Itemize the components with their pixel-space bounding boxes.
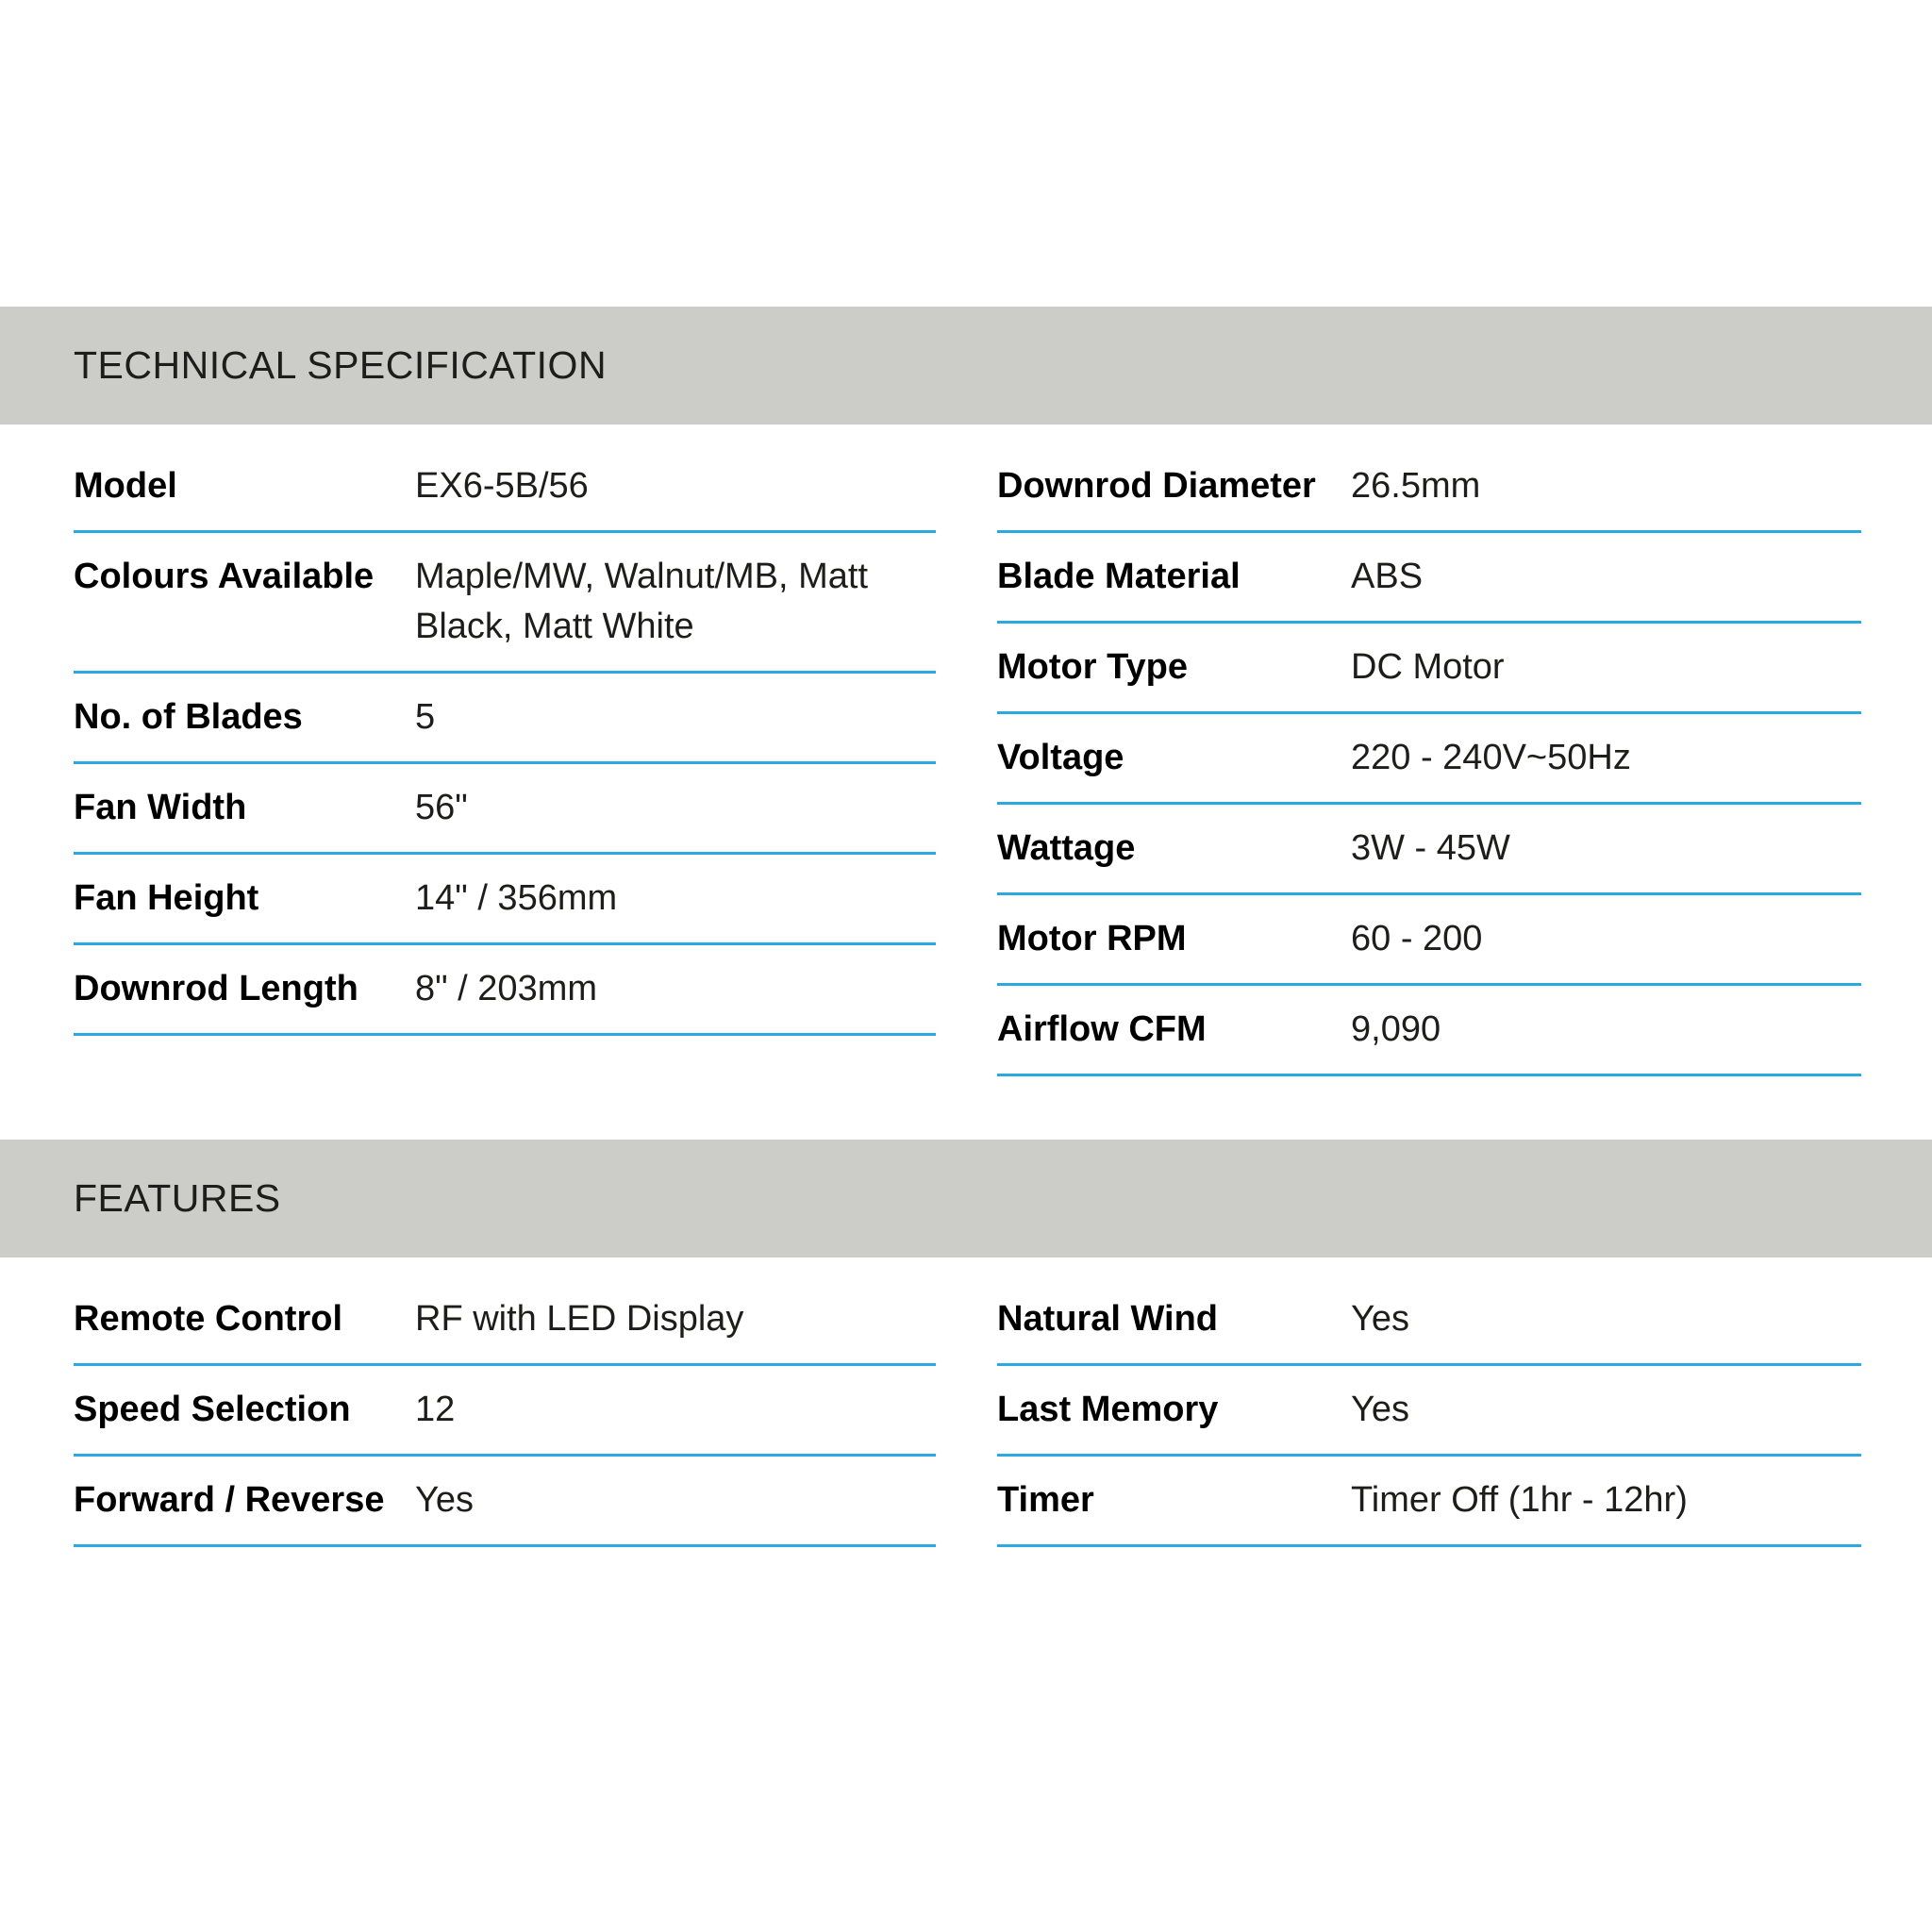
spec-label: Airflow CFM (997, 1009, 1207, 1049)
spec-row-motor-type (997, 624, 1861, 714)
spec-value: Maple/MW, Walnut/MB, Matt Black, Matt White (415, 557, 869, 646)
spec-label: Wattage (997, 828, 1136, 868)
spec-label: Fan Width (74, 788, 247, 827)
spec-label: Downrod Length (74, 969, 358, 1008)
technical-specification-band (0, 307, 1932, 425)
spec-right-column (997, 442, 1861, 1076)
feature-row-speed-selection (74, 1366, 936, 1457)
technical-specification-title: TECHNICAL SPECIFICATION (74, 343, 608, 387)
spec-value: EX6-5B/56 (415, 466, 589, 506)
features-right-column (997, 1275, 1861, 1547)
feature-label: Natural Wind (997, 1299, 1218, 1339)
feature-value: Yes (415, 1480, 474, 1520)
feature-row-natural-wind (997, 1275, 1861, 1366)
spec-row-colours-available (74, 533, 936, 674)
spec-row-model (74, 442, 936, 533)
spec-row-fan-width (74, 764, 936, 855)
feature-label: Forward / Reverse (74, 1480, 385, 1520)
spec-value: 56" (415, 788, 468, 827)
spec-row-wattage (997, 805, 1861, 895)
spec-row-downrod-length (74, 945, 936, 1036)
spec-left-column (74, 442, 936, 1076)
spec-value: 3W - 45W (1351, 828, 1510, 868)
spec-value: 8" / 203mm (415, 969, 598, 1008)
spec-label: Motor RPM (997, 919, 1187, 958)
feature-value: RF with LED Display (415, 1299, 744, 1339)
spec-value: 26.5mm (1351, 466, 1481, 506)
feature-label: Remote Control (74, 1299, 342, 1339)
spec-label: Downrod Diameter (997, 466, 1316, 506)
spec-value: 5 (415, 697, 436, 737)
technical-specification-table (0, 425, 1932, 1076)
spec-value: 9,090 (1351, 1009, 1441, 1049)
features-band (0, 1140, 1932, 1257)
spec-label: Motor Type (997, 647, 1188, 687)
features-table (0, 1257, 1932, 1547)
feature-row-last-memory (997, 1366, 1861, 1457)
spec-value: 220 - 240V~50Hz (1351, 738, 1631, 777)
feature-label: Timer (997, 1480, 1094, 1520)
feature-row-timer (997, 1457, 1861, 1547)
feature-value: Yes (1351, 1390, 1409, 1429)
features-title: FEATURES (74, 1176, 281, 1220)
spec-row-no-of-blades (74, 674, 936, 764)
spec-value: ABS (1351, 557, 1424, 596)
spec-row-fan-height (74, 855, 936, 945)
feature-label: Last Memory (997, 1390, 1219, 1429)
feature-label: Speed Selection (74, 1390, 351, 1429)
feature-row-forward-reverse (74, 1457, 936, 1547)
spec-label: Blade Material (997, 557, 1241, 596)
spec-value: 60 - 200 (1351, 919, 1483, 958)
spec-label: Colours Available (74, 557, 375, 596)
spec-label: Model (74, 466, 177, 506)
feature-value: Yes (1351, 1299, 1409, 1339)
spec-row-airflow-cfm (997, 986, 1861, 1076)
spec-label: No. of Blades (74, 697, 303, 737)
spec-row-voltage (997, 714, 1861, 805)
spec-row-blade-material (997, 533, 1861, 624)
feature-row-remote-control (74, 1275, 936, 1366)
feature-value: Timer Off (1hr - 12hr) (1351, 1480, 1688, 1520)
spec-row-motor-rpm (997, 895, 1861, 986)
spec-value: DC Motor (1351, 647, 1505, 687)
spec-row-downrod-diameter (997, 442, 1861, 533)
features-left-column (74, 1275, 936, 1547)
spec-label: Voltage (997, 738, 1124, 777)
feature-value: 12 (415, 1390, 456, 1429)
spec-value: 14" / 356mm (415, 878, 618, 918)
spec-label: Fan Height (74, 878, 259, 918)
